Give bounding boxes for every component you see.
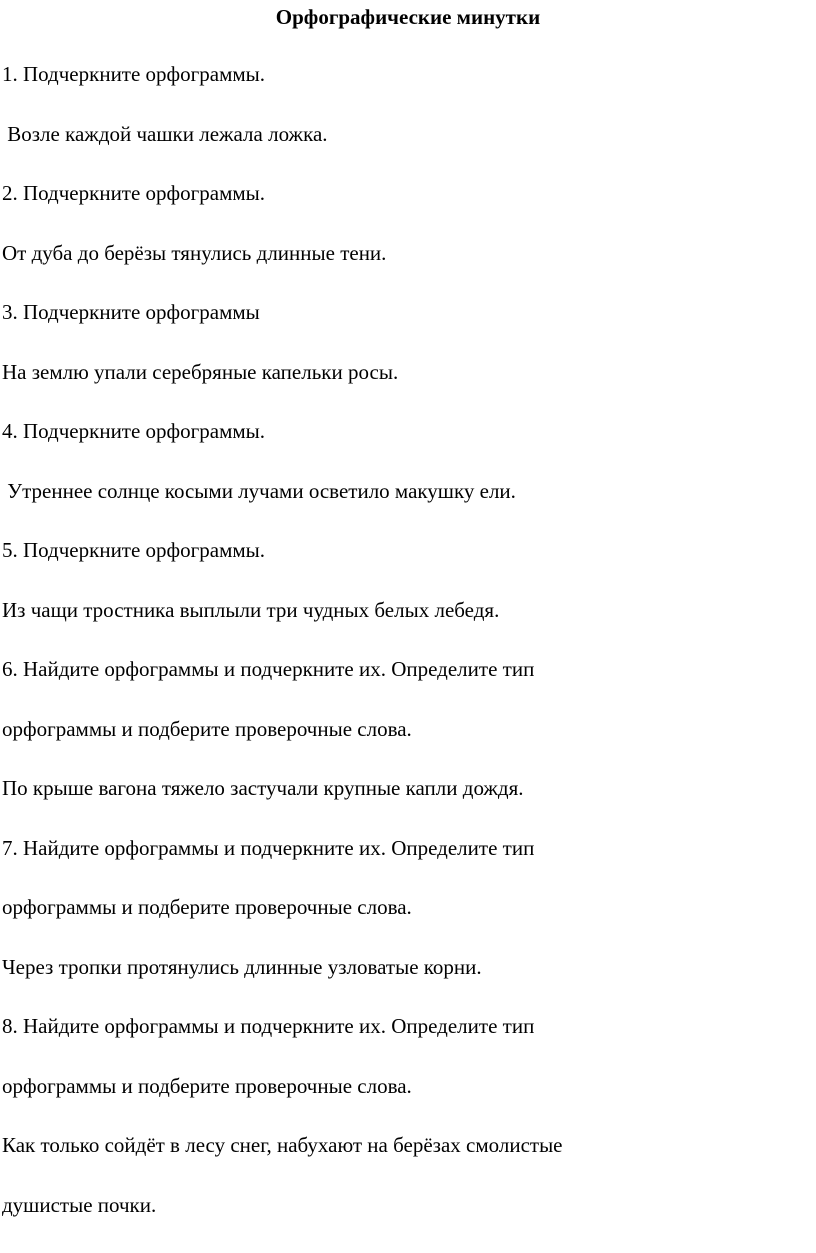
task-5-instruction: 5. Подчеркните орфограммы.: [2, 538, 266, 562]
task-3-sentence: На землю упали серебряные капельки росы.: [2, 360, 399, 384]
task-8-instruction-line-1: 8. Найдите орфограммы и подчеркните их. Определите тип: [2, 1014, 535, 1038]
task-6-instruction-line-2: орфограммы и подберите проверочные слова.: [2, 717, 412, 741]
task-8-sentence-line-1: Как только сойдёт в лесу снег, набухают на берёзах смолистые: [2, 1133, 563, 1157]
task-7-sentence: Через тропки протянулись длинные узловатые корни.: [2, 955, 482, 979]
task-5-sentence: Из чащи тростника выплыли три чудных белых лебедя.: [2, 598, 500, 622]
task-2-sentence: От дуба до берёзы тянулись длинные тени.: [2, 241, 387, 265]
task-6-sentence: По крыше вагона тяжело застучали крупные капли дождя.: [2, 776, 524, 800]
task-6-instruction-line-1: 6. Найдите орфограммы и подчеркните их. Определите тип: [2, 657, 535, 681]
task-4-sentence: Утреннее солнце косыми лучами осветило макушку ели.: [2, 479, 516, 503]
task-3-instruction: 3. Подчеркните орфограммы: [2, 300, 260, 324]
task-8-sentence-line-2: душистые почки.: [2, 1193, 157, 1217]
document-title: Орфографические минутки: [275, 5, 541, 29]
task-2-instruction: 2. Подчеркните орфограммы.: [2, 181, 266, 205]
task-1-instruction: 1. Подчеркните орфограммы.: [2, 62, 266, 86]
task-7-instruction-line-1: 7. Найдите орфограммы и подчеркните их. Определите тип: [2, 836, 535, 860]
task-1-sentence: Возле каждой чашки лежала ложка.: [2, 122, 328, 146]
task-7-instruction-line-2: орфограммы и подберите проверочные слова.: [2, 895, 412, 919]
task-8-instruction-line-2: орфограммы и подберите проверочные слова.: [2, 1074, 412, 1098]
task-4-instruction: 4. Подчеркните орфограммы.: [2, 419, 266, 443]
